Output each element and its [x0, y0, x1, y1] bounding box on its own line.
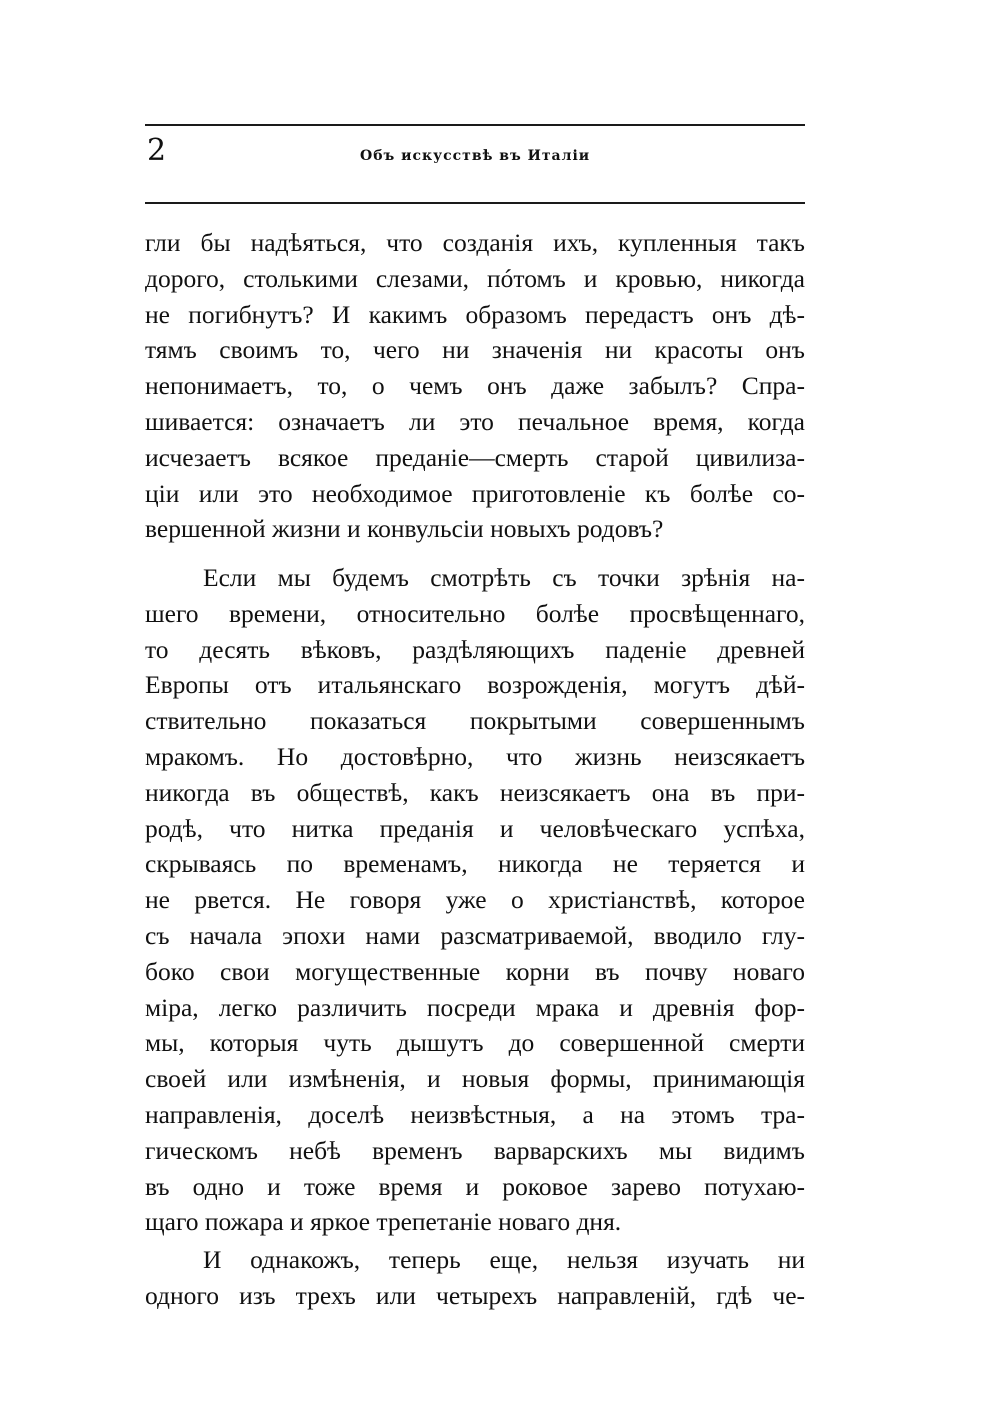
- text-line: родѣ, что нитка преданія и человѣческаго успѣха,: [145, 813, 805, 843]
- text-line: то десять вѣковъ, раздѣляющихъ паденіе древней: [145, 634, 805, 664]
- text-line: міра, легко различить посреди мрака и древнія фор-: [145, 992, 805, 1022]
- header-top-rule: [145, 124, 805, 126]
- text-line: И однакожъ, теперь еще, нельзя изучать ни: [203, 1245, 805, 1274]
- text-line: никогда въ обществѣ, какъ неизсякаетъ она въ при-: [145, 777, 805, 807]
- paragraph-3: [145, 1242, 805, 1314]
- page-number: 2: [147, 133, 167, 168]
- text-line: скрываясь по временамъ, никогда не теряется и: [145, 849, 805, 879]
- text-line: гическомъ небѣ временъ варварскихъ мы видимъ: [145, 1135, 805, 1165]
- text-line: тямъ своимъ то, чего ни значенія ни красоты онъ: [145, 335, 805, 365]
- text-line: съ начала эпохи нами разсматриваемой, вводило глу-: [145, 920, 805, 950]
- text-line: ствительно показаться покрытыми совершеннымъ: [145, 706, 805, 736]
- text-line: непонимаетъ, то, о чемъ онъ даже забылъ? Спра-: [145, 371, 805, 401]
- text-line: щаго пожара и яркое трепетаніе новаго дня.: [145, 1207, 622, 1237]
- text-line: вершенной жизни и конвульсіи новыхъ родовъ?: [145, 514, 664, 544]
- header-bottom-rule: [145, 202, 805, 204]
- text-line: мы, которыя чуть дышутъ до совершенной смерти: [145, 1028, 805, 1058]
- text-line: исчезаетъ всякое преданіе—смерть старой цивилиза-: [145, 442, 805, 472]
- running-title: Объ искусствѣ въ Италіи: [360, 148, 591, 164]
- text-line: одного изъ трехъ или четырехъ направленій, гдѣ че-: [145, 1280, 805, 1310]
- text-line: направленія, доселѣ неизвѣстныя, а на этомъ тра-: [145, 1099, 805, 1129]
- text-line: не рвется. Не говоря уже о христіанствѣ, которое: [145, 885, 805, 915]
- paragraph-1: [145, 225, 805, 547]
- text-line: дорого, столькими слезами, пóтомъ и кровью, никогда: [145, 263, 805, 293]
- text-line: своей или измѣненія, и новыя формы, принимающія: [145, 1064, 805, 1094]
- text-line: шего времени, относительно болѣе просвѣщеннаго,: [145, 598, 805, 628]
- text-line: въ одно и тоже время и роковое зарево потухаю-: [145, 1171, 805, 1201]
- text-line: мракомъ. Но достовѣрно, что жизнь неизсякаетъ: [145, 741, 805, 771]
- text-line: Если мы будемъ смотрѣть съ точки зрѣнія на-: [203, 563, 805, 592]
- text-line: Европы отъ итальянскаго возрожденія, могутъ дѣй-: [145, 670, 805, 700]
- paragraph-2: [145, 560, 805, 1240]
- text-line: шивается: означаетъ ли это печальное время, когда: [145, 406, 805, 436]
- text-line: ціи или это необходимое приготовленіе къ болѣе со-: [145, 478, 805, 508]
- text-line: боко свои могущественные корни въ почву новаго: [145, 956, 805, 986]
- text-line: не погибнутъ? И какимъ образомъ передастъ онъ дѣ-: [145, 299, 805, 329]
- text-line: гли бы надѣяться, что созданія ихъ, купленныя такъ: [145, 228, 805, 257]
